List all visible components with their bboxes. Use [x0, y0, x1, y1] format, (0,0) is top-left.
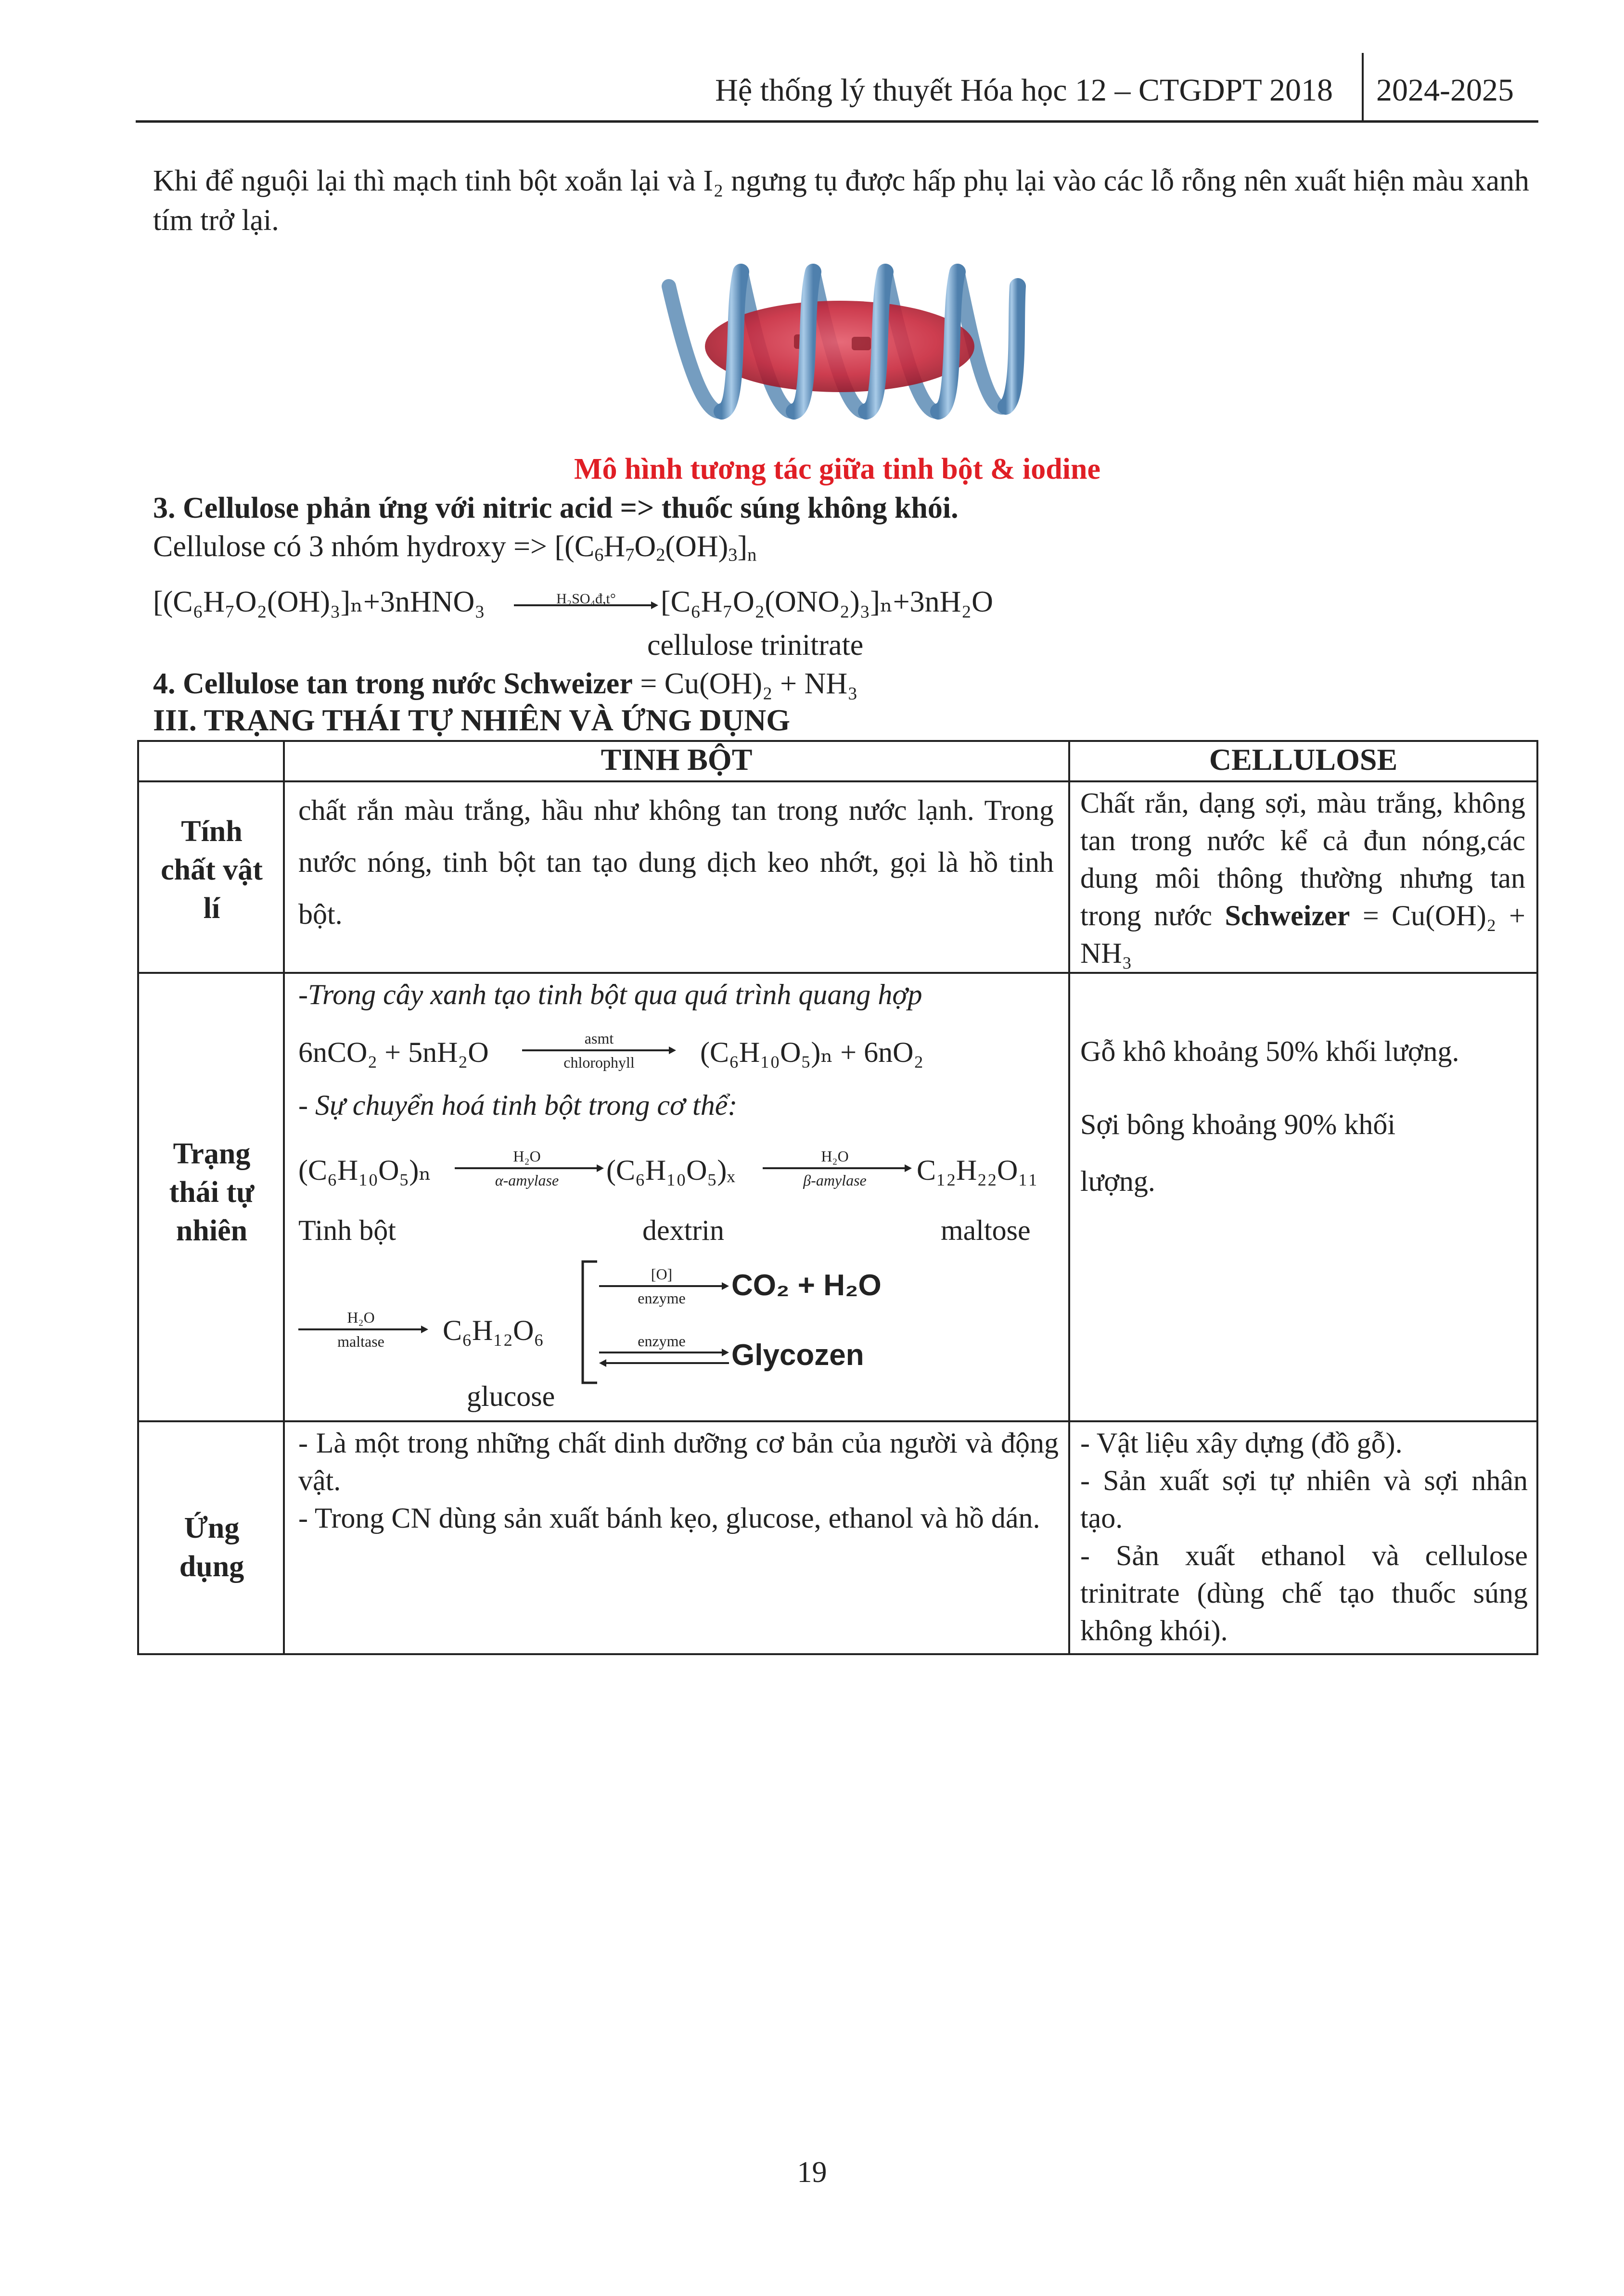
chain-name-dextrin: dextrin — [642, 1214, 724, 1246]
section-4-title: 4. Cellulose tan trong nước Schweizer — [153, 667, 633, 700]
maltase-cond-bottom: maltase — [337, 1333, 384, 1350]
starch-iodine-helix-figure — [650, 253, 1030, 440]
row-label-natural: Trạng thái tự nhiên — [169, 1137, 255, 1247]
cellulose-natural-cotton: Sợi bông khoảng 90% khối lượng. — [1080, 1109, 1396, 1197]
glucose-name: glucose — [467, 1380, 555, 1412]
hydroxy-text: Cellulose có 3 nhóm hydroxy => — [153, 530, 555, 563]
chain-maltose-formula: C₁₂H₂₂O₁₁ — [917, 1154, 1038, 1186]
section-4-line — [153, 664, 858, 703]
header-separator — [1362, 53, 1364, 120]
glycogen-cond-top: enzyme — [638, 1332, 686, 1350]
header-starch: TINH BỘT — [601, 742, 753, 777]
schweizer-formula: = Cu(OH)₂ + NH₃ — [632, 667, 858, 700]
beta-cond-bottom: β-amylase — [803, 1172, 867, 1189]
beta-cond-top: H₂O — [821, 1148, 849, 1165]
section-3-title: 3. Cellulose phản ứng với nitric acid => thuốc súng không khói. — [153, 492, 959, 524]
row-label-uses: Ứng dụng — [179, 1512, 244, 1583]
photosynthesis-cond-top: asmt — [584, 1030, 614, 1047]
photosynthesis-arrow — [522, 1029, 676, 1072]
table-line — [137, 1420, 1538, 1422]
alpha-amylase-arrow — [455, 1147, 604, 1190]
nitration-products: [C₆H₇O₂(ONO₂)₃]ₙ+3nH₂O — [661, 586, 993, 618]
chain-starch-formula: (C₆H₁₀O₅)ₙ — [298, 1154, 432, 1186]
header-rule — [136, 120, 1538, 123]
header-year: 2024-2025 — [1376, 73, 1514, 108]
photosynthesis-intro: -Trong cây xanh tạo tinh bột qua quá trình quang hợp — [298, 979, 922, 1010]
figure-caption: Mô hình tương tác giữa tinh bột & iodine — [574, 453, 1100, 485]
helix-illustration — [650, 253, 1030, 440]
nitration-equation — [153, 582, 1019, 625]
section-iii-title: III. TRẠNG THÁI TỰ NHIÊN VÀ ỨNG DỤNG — [153, 703, 791, 737]
metabolism-intro: - Sự chuyển hoá tinh bột trong cơ thể: — [298, 1089, 738, 1121]
cellulose-natural-wood: Gỗ khô khoảng 50% khối lượng. — [1080, 1035, 1459, 1067]
maltase-arrow — [298, 1308, 428, 1351]
nitration-arrow — [514, 582, 658, 621]
cellulose-physical — [1080, 784, 1525, 972]
table-line — [137, 972, 1538, 974]
photosynthesis-cond-bottom: chlorophyll — [563, 1054, 635, 1071]
table-line — [283, 740, 285, 1655]
oxidation-cond-top: [O] — [651, 1265, 673, 1283]
glycogen-reversible-arrow — [599, 1334, 729, 1378]
page-number: 19 — [797, 2156, 827, 2189]
chain-dextrin-formula: (C₆H₁₀O₅)ₓ — [606, 1154, 735, 1186]
table-line — [137, 740, 139, 1655]
alpha-cond-top: H₂O — [513, 1148, 541, 1165]
starch-use-1: - Là một trong những chất dinh dưỡng cơ bản của người và động vật. — [298, 1427, 1059, 1496]
header-cellulose: CELLULOSE — [1209, 742, 1398, 777]
cellulose-use-2: - Sản xuất sợi tự nhiên và sợi nhân tạo. — [1080, 1465, 1528, 1534]
intro-paragraph: Khi để nguội lại thì mạch tinh bột xoắn lại và I₂ ngưng tụ được hấp phụ lại vào các lỗ rỗng nên xuất hiện màu xanh tím trở lại. — [153, 165, 1529, 237]
row-label-physical: Tính chất vật lí — [161, 815, 263, 925]
oxidation-cond-bottom: enzyme — [638, 1289, 686, 1307]
nitration-condition: H₂SO₄đ,t° — [556, 591, 616, 607]
table-line — [1068, 740, 1070, 1655]
table-line — [137, 1653, 1538, 1655]
nitration-reactants: [(C₆H₇O₂(OH)₃]ₙ+3nHNO₃ — [153, 586, 485, 618]
chain-name-starch: Tinh bột — [298, 1214, 396, 1246]
photosynthesis-right: (C₆H₁₀O₅)ₙ + 6nO₂ — [700, 1036, 924, 1068]
alpha-cond-bottom: α-amylase — [495, 1172, 559, 1189]
branch1-product: CO₂ + H₂O — [731, 1269, 882, 1302]
branch2-product: Glycozen — [731, 1339, 864, 1372]
glucose-formula: C₆H₁₂O₆ — [443, 1314, 544, 1346]
starch-use-2: - Trong CN dùng sản xuất bánh kẹo, glucose, ethanol và hồ dán. — [298, 1502, 1040, 1534]
header-title: Hệ thống lý thuyết Hóa học 12 – CTGDPT 2018 — [715, 73, 1333, 108]
cellulose-trinitrate-label: cellulose trinitrate — [647, 629, 864, 662]
table-line — [1536, 740, 1538, 1655]
photosynthesis-left: 6nCO₂ + 5nH₂O — [298, 1036, 489, 1068]
cellulose-physical-bold: Schweizer — [1225, 900, 1350, 931]
maltase-cond-top: H₂O — [347, 1309, 375, 1326]
chain-name-maltose: maltose — [941, 1214, 1031, 1246]
cellulose-physical-formula: = Cu(OH)₂ + NH₃ — [1080, 900, 1526, 969]
starch-physical: chất rắn màu trắng, hầu như không tan trong nước lạnh. Trong nước nóng, tinh bột tan tạo dung dịch keo nhớt, gọi là hồ tinh bột. — [298, 794, 1054, 930]
cellulose-use-1: - Vật liệu xây dựng (đồ gỗ). — [1080, 1427, 1403, 1459]
section-3-line: Cellulose có 3 nhóm hydroxy => [$(C_6H_7O_2(OH)_3]_n$ — [153, 530, 757, 565]
table-line — [137, 780, 1538, 782]
cellulose-physical-text: Chất rắn, dạng sợi, màu trắng, không tan trong nước kể cả đun nóng,các dung môi thông thường nhưng tan trong nước — [1080, 787, 1525, 931]
starch-cellulose-table — [137, 740, 1538, 1655]
cellulose-use-3: - Sản xuất ethanol và cellulose trinitrate (dùng chế tạo thuốc súng không khói). — [1080, 1540, 1528, 1646]
branch-bracket — [580, 1260, 599, 1385]
oxidation-arrow — [599, 1264, 729, 1308]
beta-amylase-arrow — [763, 1147, 912, 1190]
